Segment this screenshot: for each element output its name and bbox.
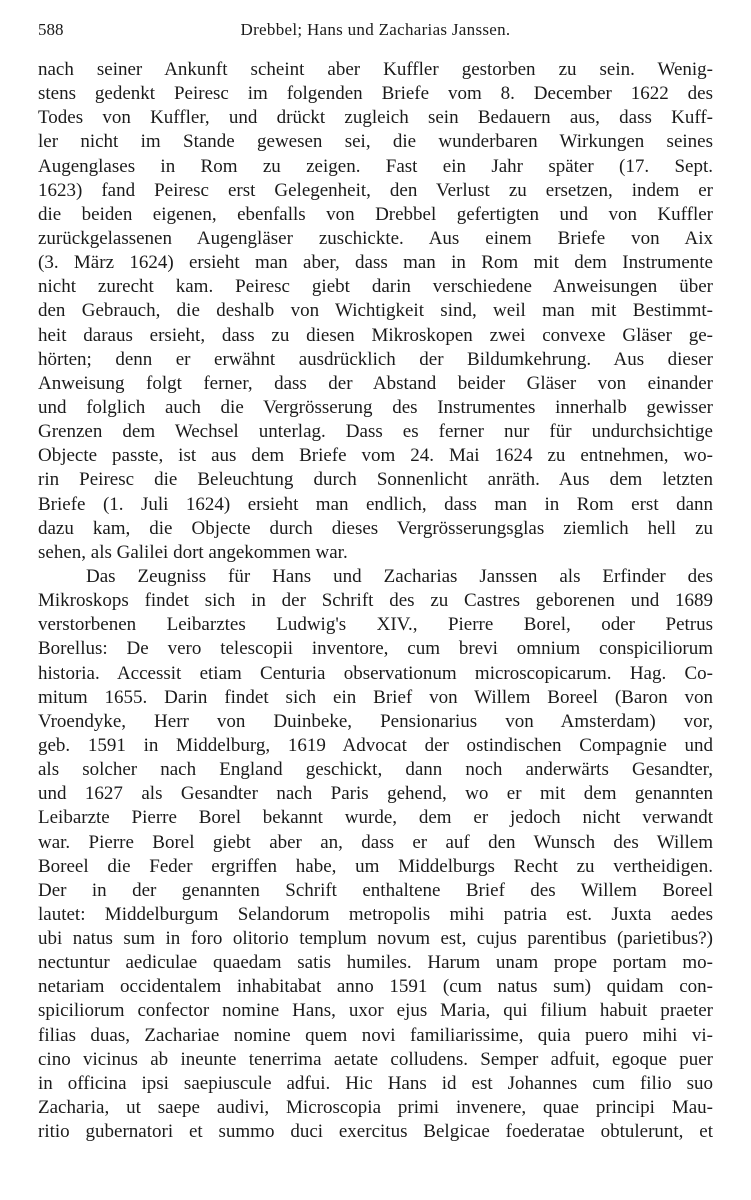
text-line: filias duas, Zachariae nomine quem novi familiarissime, quia puero mihi vi- (38, 1024, 713, 1046)
text-line: stens gedenkt Peiresc im folgenden Briefe vom 8. December 1622 des (38, 83, 713, 105)
text-line: als solcher nach England geschickt, dann noch anderwärts Gesandter, (38, 759, 713, 781)
text-line: war. Pierre Borel giebt aber an, dass er auf den Wunsch des Willem (38, 831, 713, 853)
text-line: in officina ipsi saepiuscule adfui. Hic Hans id est Johannes cum filio suo (38, 1072, 713, 1094)
text-line: hörten; denn er erwähnt ausdrücklich der Bildumkehrung. Aus dieser (38, 348, 713, 370)
text-line: und folglich auch die Vergrösserung des Instrumentes innerhalb gewisser (38, 396, 713, 418)
text-line: ritio gubernatori et summo duci exercitus Belgicae foederatae obtulerunt, et (38, 1121, 713, 1143)
text-line: 1623) fand Peiresc erst Gelegenheit, den Verlust zu ersetzen, indem er (38, 179, 713, 201)
text-line: Briefe (1. Juli 1624) ersieht man endlich, dass man in Rom erst dann (38, 493, 713, 515)
body-text (38, 58, 713, 1144)
text-line: spiciliorum confector nomine Hans, uxor ejus Maria, qui filium habuit praeter (38, 1000, 713, 1022)
text-line: nach seiner Ankunft scheint aber Kuffler gestorben zu sein. Wenig- (38, 59, 713, 80)
text-line: Boreel die Feder ergriffen habe, um Middelburgs Recht zu vertheidigen. (38, 855, 713, 877)
text-line: Borellus: De vero telescopii inventore, cum brevi omnium conspiciliorum (38, 638, 713, 660)
text-line: Anweisung folgt ferner, dass der Abstand beider Gläser von einander (38, 372, 713, 394)
text-line: cino vicinus ab ineunte tenerrima aetate colludens. Semper adfuit, egoque puer (38, 1048, 713, 1070)
text-line: ler nicht im Stande gewesen sei, die wunderbaren Wirkungen seines (38, 131, 713, 153)
text-line: netariam occidentalem inhabitabat anno 1591 (cum natus sum) quidam con- (38, 976, 713, 998)
text-line: nectuntur aediculae quaedam satis humiles. Harum unam prope portam mo- (38, 952, 713, 974)
text-line: rin Peiresc die Beleuchtung durch Sonnenlicht anräth. Aus dem letzten (38, 469, 713, 491)
text-line: Todes von Kuffler, und drückt zugleich sein Bedauern aus, dass Kuff- (38, 107, 713, 129)
text-line: Leibarzte Pierre Borel bekannt wurde, dem er jedoch nicht verwandt (38, 807, 713, 829)
page-header (38, 20, 713, 48)
text-line: historia. Accessit etiam Centuria observationum microscopicarum. Hag. Co- (38, 662, 713, 684)
text-line: Grenzen dem Wechsel unterlag. Dass es ferner nur für undurchsichtige (38, 421, 713, 443)
paragraph-start-line: Das Zeugniss für Hans und Zacharias Janssen als Erfinder des (86, 565, 713, 587)
text-line: und 1627 als Gesandter nach Paris gehend, wo er mit dem genannten (38, 783, 713, 805)
text-line: Mikroskops findet sich in der Schrift des zu Castres geborenen und 1689 (38, 590, 713, 612)
text-line: Vroendyke, Herr von Duinbeke, Pensionarius von Amsterdam) vor, (38, 710, 713, 732)
running-head: Drebbel; Hans und Zacharias Janssen. (240, 20, 511, 39)
text-line: Augenglases in Rom zu zeigen. Fast ein Jahr später (17. Sept. (38, 155, 713, 177)
text-line: ubi natus sum in foro olitorio templum novum est, cujus parentibus (parietibus?) (38, 928, 713, 950)
text-line: die beiden eigenen, ebenfalls von Drebbel gefertigten und von Kuffler (38, 203, 713, 225)
page-number: 588 (38, 20, 64, 39)
text-line: lautet: Middelburgum Selandorum metropolis mihi patria est. Juxta aedes (38, 903, 713, 925)
text-line: Der in der genannten Schrift enthaltene Brief des Willem Boreel (38, 879, 713, 901)
text-line: sehen, als Galilei dort angekommen war. (38, 541, 348, 563)
text-line: verstorbenen Leibarztes Ludwig's XIV., Pierre Borel, oder Petrus (38, 614, 713, 636)
text-line: mitum 1655. Darin findet sich ein Brief von Willem Boreel (Baron von (38, 686, 713, 708)
text-line: geb. 1591 in Middelburg, 1619 Advocat der ostindischen Compagnie und (38, 734, 713, 756)
text-line: (3. März 1624) ersieht man aber, dass man in Rom mit dem Instrumente (38, 252, 713, 274)
text-line: den Gebrauch, die deshalb von Wichtigkeit sind, weil man mit Bestimmt- (38, 300, 713, 322)
text-line: dazu kam, die Objecte durch dieses Vergrösserungsglas ziemlich hell zu (38, 517, 713, 539)
text-line: zurückgelassenen Augengläser zuschickte. Aus einem Briefe von Aix (38, 227, 713, 249)
text-line: heit daraus ersieht, dass zu diesen Mikroskopen zwei convexe Gläser ge- (38, 324, 713, 346)
text-line: nicht zurecht kam. Peiresc giebt darin verschiedene Anweisungen über (38, 276, 713, 298)
text-line: Objecte passte, ist aus dem Briefe vom 24. Mai 1624 zu entnehmen, wo- (38, 445, 713, 467)
text-line: Zacharia, ut saepe audivi, Microscopia primi invenere, quae principi Mau- (38, 1097, 713, 1119)
